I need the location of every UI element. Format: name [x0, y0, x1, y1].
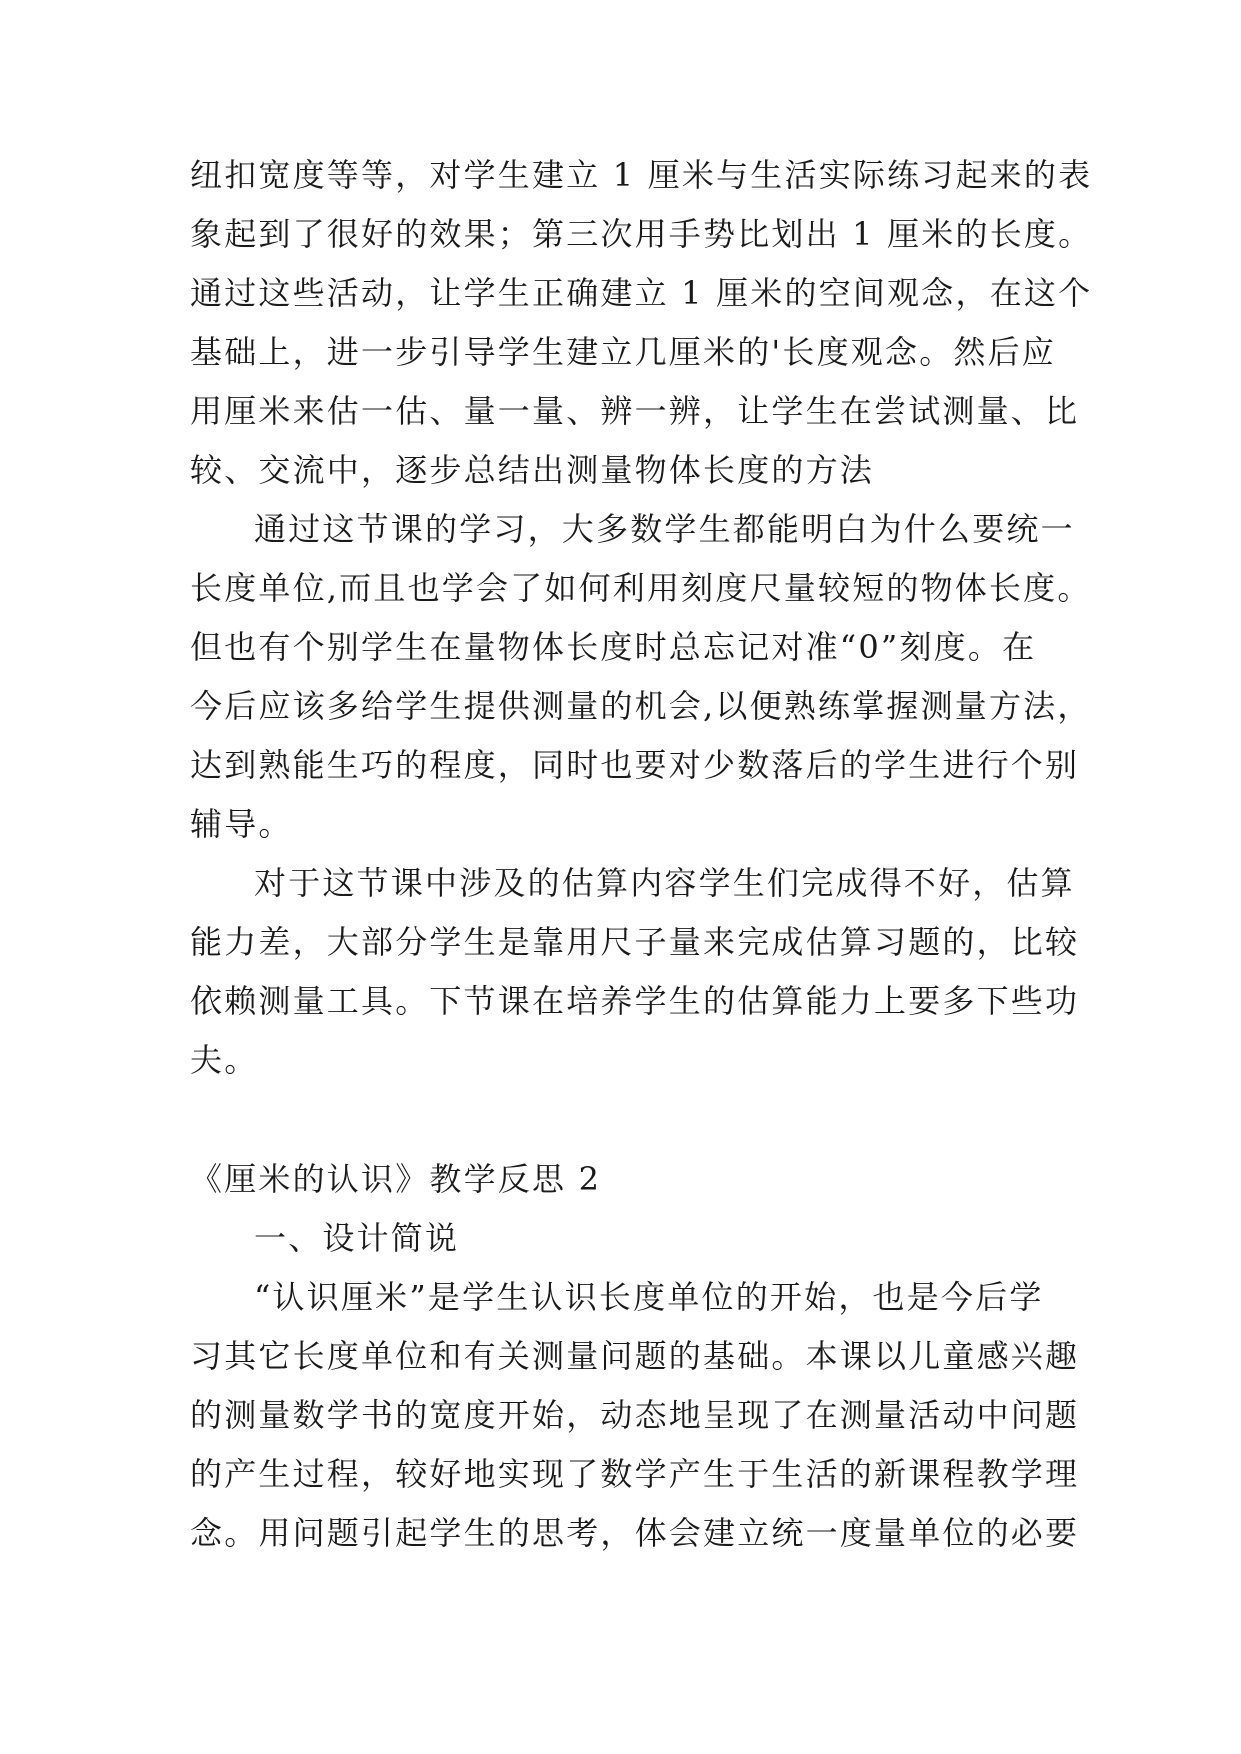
text-line: 用厘米来估一估、量一量、辨一辨，让学生在尝试测量、比	[190, 392, 1080, 430]
section-title: 《厘米的认识》教学反思 2	[190, 1160, 602, 1198]
text-line: 的产生过程，较好地实现了数学产生于生活的新课程教学理	[190, 1455, 1080, 1493]
text-line: 但也有个别学生在量物体长度时总忘记对准“0”刻度。在	[190, 628, 1037, 666]
text-line: 习其它长度单位和有关测量问题的基础。本课以儿童感兴趣	[190, 1337, 1080, 1375]
text-line: 的测量数学书的宽度开始，动态地呈现了在测量活动中问题	[190, 1396, 1080, 1434]
text-line: 长度单位,而且也学会了如何利用刻度尺量较短的物体长度。	[190, 569, 1092, 607]
text-line: 较、交流中，逐步总结出测量物体长度的方法	[190, 451, 875, 489]
text-line: 达到熟能生巧的程度，同时也要对少数落后的学生进行个别	[190, 746, 1080, 784]
section-subheading: 一、设计简说	[254, 1219, 460, 1257]
text-line: 念。用问题引起学生的思考，体会建立统一度量单位的必要	[190, 1514, 1080, 1552]
paragraph-first-line: 通过这节课的学习，大多数学生都能明白为什么要统一	[254, 510, 1075, 548]
text-line: 象起到了很好的效果；第三次用手势比划出 1 厘米的长度。	[190, 215, 1093, 253]
text-line: 夫。	[190, 1041, 259, 1079]
text-line: 辅导。	[190, 805, 293, 843]
paragraph-first-line: 对于这节课中涉及的估算内容学生们完成得不好，估算	[254, 864, 1075, 902]
paragraph-first-line: “认识厘米”是学生认识长度单位的开始，也是今后学	[254, 1278, 1044, 1316]
text-line: 能力差，大部分学生是靠用尺子量来完成估算习题的，比较	[190, 923, 1080, 961]
text-line: 依赖测量工具。下节课在培养学生的估算能力上要多下些功	[190, 982, 1080, 1020]
text-line: 基础上，进一步引导学生建立几厘米的'长度观念。然后应	[190, 333, 1056, 371]
text-line: 通过这些活动，让学生正确建立 1 厘米的空间观念，在这个	[190, 274, 1093, 312]
text-line: 今后应该多给学生提供测量的机会,以便熟练掌握测量方法，	[190, 687, 1092, 725]
text-line: 纽扣宽度等等，对学生建立 1 厘米与生活实际练习起来的表	[190, 156, 1093, 194]
